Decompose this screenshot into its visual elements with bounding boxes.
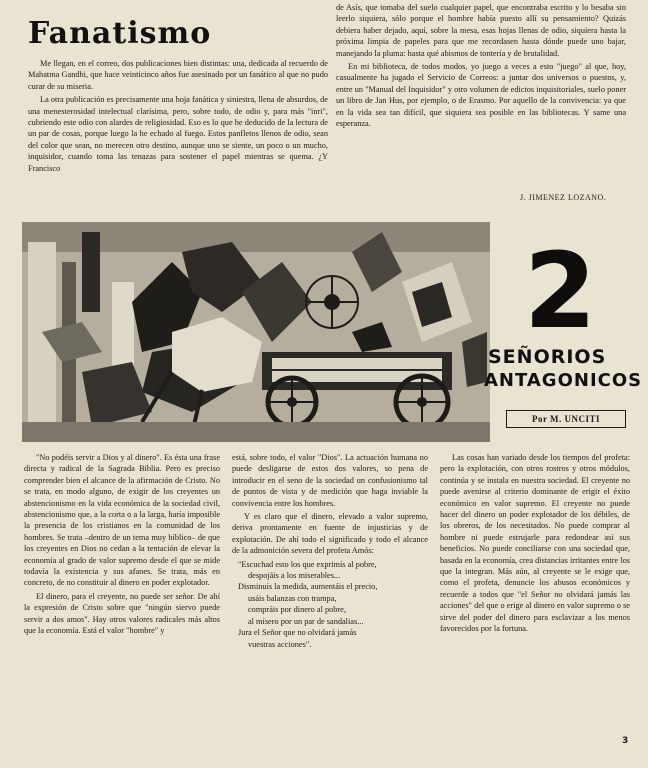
quote-line: Jura el Señor que no olvidará jamás: [238, 628, 357, 638]
artwork-illustration: [22, 222, 490, 442]
headline-line-2: ANTAGONICOS: [484, 370, 643, 391]
page-number: 3: [622, 736, 629, 746]
article-column-2: [232, 452, 428, 650]
quote-line: Disminuís la medida, aumentáis el precio,: [238, 582, 378, 592]
intro-column-left: [28, 58, 328, 176]
paragraph: de Asís, que tomaba del suelo cualquier papel, que encontraba escrito y lo besaba sin leerlo siquiera, sólo porque el hombre había puesto allí su pensamiento? Quizás debiera haber dejado, aquí, sobre la mesa, esas hojas llenas de odio, siquiera hasta la próxima limpia de papeles para que me recordasen hasta dónde puede uno bajar, manejando la pluma: hasta qué abismos de tontería y de brutalidad.: [336, 3, 626, 58]
quote-line: usáis balanzas con trampa,: [248, 593, 337, 603]
headline-number: 2: [524, 230, 597, 352]
paragraph: El dinero, para el creyente, no puede ser señor. De ahí la expresión de Cristo sobre que "ningún siervo puede servir a dos amos". Hay otros valores radicales más altos que la economía. Está el valor "hombre" y: [24, 591, 220, 636]
paragraph: Y es claro que el dinero, elevado a valor supremo, deriva prontamente en fuente de injusticias y de explotación. De ahí todo el significado y todo el alcance de la admonición severa del profeta Amós:: [232, 512, 428, 556]
paragraph: está, sobre todo, el valor "Dios". La actuación humana no puede desligarse de estos dos valores, so pena de introducir en el seno de la sociedad un confusionismo tal de puntos de vista y de medición que haga inviable la convivencia entre los hombres.: [232, 453, 428, 508]
quote-line: compráis por dinero al pobre,: [248, 605, 346, 615]
paragraph: En mi biblioteca, de todos modos, yo juego a veces a esto "juego" al que, hoy, casualmente ha jugado el Servicio de Correos: a juntar dos universos o puestos, y, entre un "Manual del Inquisidor" y otro volumen de edictos inquisitoriales, suelo poner un libro de Jan Hus, por ejemplo, o de Erasmo. Por aquello de la convivencia: ya que en la vida sea tan difícil, que siquiera sea posible en las bibliotecas. Y same una esperanza.: [336, 62, 626, 129]
quote-line: vuestras acciones".: [248, 639, 312, 649]
paragraph: Las cosas han variado desde los tiempos del profeta: pero la explotación, con otros rostros y otros módulos, continúa y se instala en nuestra sociedad. El creyente no puede avenirse al criterio dominante de erigir el éxito económico en valor supremo. El creyente no puede hacer del dinero un poder explotador de los débiles, de los obreros, de los necesitados. No puede comprar al hombre ni puede estrujarle para redondear así sus beneficios. No puede conciliarse con una sociedad que, basada en la economía, crea distancias irritantes entre los que la integran. Más aún, al creyente se le exige que, como el profeta, denuncie los abusos económicos y recuerde a todos que "el Señor no olvidará jamás las acciones" del que o erige al dinero en valor supremo o se sirve del poder del dinero para esclavizar a los menos favorecidos por la fortuna.: [440, 453, 630, 634]
article-column-3: [440, 452, 630, 637]
intro-column-right: [336, 2, 626, 131]
byline: Por M. UNCITI: [506, 410, 626, 428]
quote-line: al mísero por un par de sandalias...: [248, 616, 364, 626]
bible-quote: [238, 559, 428, 650]
headline-line-1: SEÑORIOS: [488, 346, 607, 368]
quote-line: despojáis a los miserables...: [248, 571, 341, 581]
page-title: Fanatismo: [28, 16, 212, 51]
artwork-drawing: [22, 222, 490, 442]
paragraph: "No podéis servir a Dios y al dinero". Es ésta una frase directa y radical de la Sagrada Biblia. Pero es preciso comprender bien el alcance de la afirmación de Cristo. No se trata, en modo alguno, de exigir de los creyentes un abstencionismo en la vida económica de la sociedad civil, abstencionismo que, a la corta o a la larga, haría imposible la presencia de los cristianos en la comunidad de los hombres. Se trata –dentro de un tema muy bíblico– de que los creyentes en Dios no cedan a la tentación de elevar la economía al grado de valor supremo desde el que se mide todavía la existencia y sus afanes. Se trata, más en concreto, de no constituir al dinero en poder explotador.: [24, 453, 220, 588]
article-column-1: [24, 452, 220, 639]
paragraph: Me llegan, en el correo, dos publicaciones bien distintas: una, dedicada al recuerdo de Mahatma Gandhi, que hace veinticinco años fue asesinado por un fanático al que no pudo curar de su miseria.: [28, 59, 328, 91]
paragraph: La otra publicación es precisamente una hoja fanática y siniestra, llena de absurdos, de una menesterosidad intelectual clarísima, pero, sobre todo, de odio y, para más "inri", cubriendo este odio con alardes de religiosidad. Eso es lo que he deducido de la lectura de un par de cosas, porque luego la he echado al fuego. Estos panfletos llenos de odio, sean del color que sean, no merecen otro destino, aunque uno se siente, un poco o un mucho, inquisidor, cuando toma las tenazas para sostener el papel mientras se quema. ¿Y Francisco: [28, 95, 328, 173]
quote-line: "Escuchad esto los que exprimís al pobre,: [238, 559, 377, 569]
author-signature: J. JIMENEZ LOZANO.: [520, 193, 607, 202]
